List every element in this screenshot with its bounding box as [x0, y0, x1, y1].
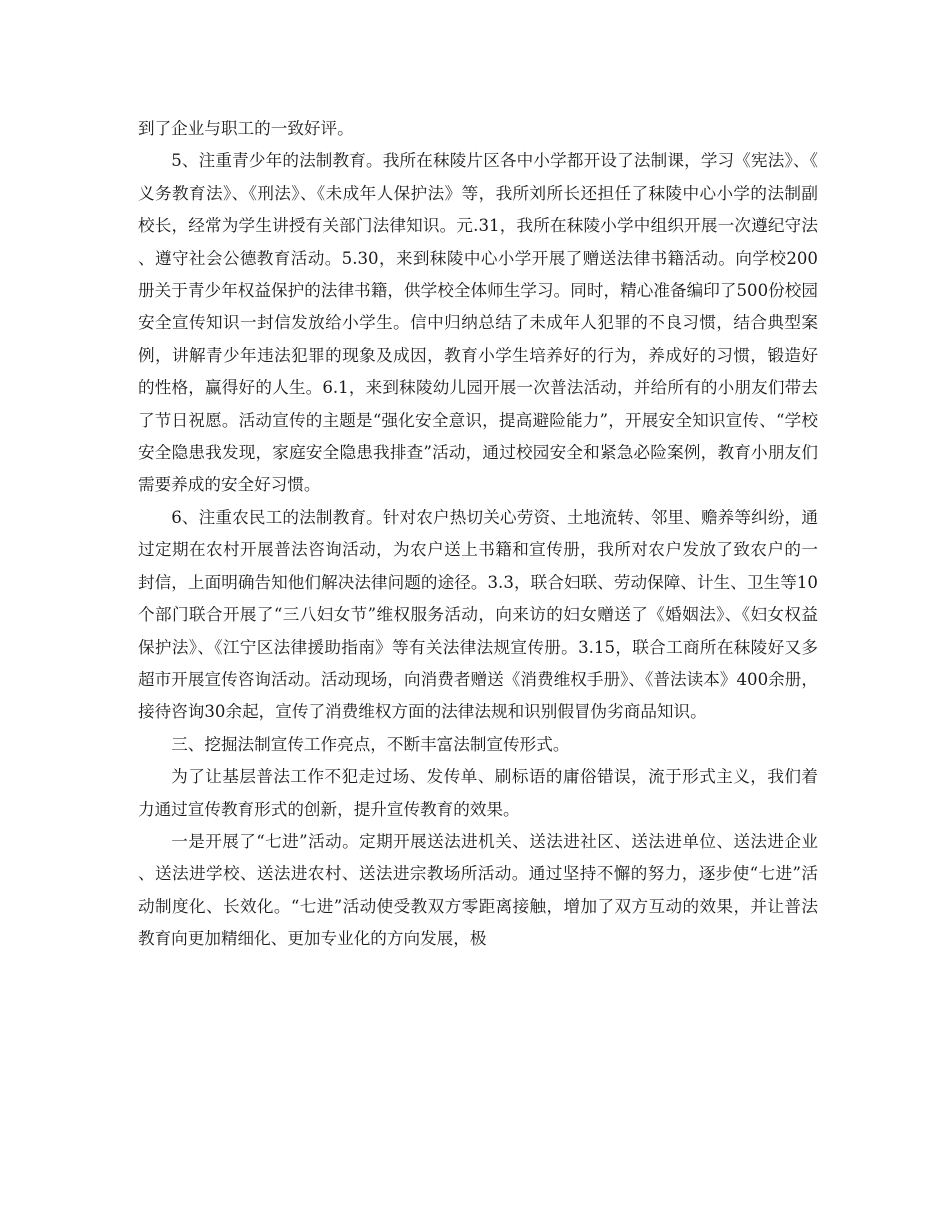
paragraph-migrant-worker-legal-education: 6、注重农民工的法制教育。针对农户热切关心劳资、土地流转、邻里、赡养等纠纷，通过定期在农村开展普法咨询活动，为农户送上书籍和宣传册，我所对农户发放了致农户的一封信，上面明确告知他们解决法律问题的途径。3.3，联合妇联、劳动保障、计生、卫生等10个部门联合开展了“三八妇女节”维权服务活动，向来访的妇女赠送了《婚姻法》、《妇女权益保护法》、《江宁区法律援助指南》等有关法律法规宣传册。3.15，联合工商所在秣陵好又多超市开展宣传咨询活动。活动现场，向消费者赠送《消费维权手册》、《普法读本》400余册，接待咨询30余起，宣传了消费维权方面的法律法规和识别假冒伪劣商品知识。 — [138, 507, 818, 722]
section-heading-three: 三、挖掘法制宣传工作亮点，不断丰富法制宣传形式。 — [171, 734, 570, 754]
paragraph-seven-entries-activity: 一是开展了“七进”活动。定期开展送法进机关、送法进社区、送法进单位、送法进企业、送法进学校、送法进农村、送法进宗教场所活动。通过坚持不懈的努力，逐步使“七进”活动制度化、长效化。“七进”活动使受教双方零距离接触，增加了双方互动的效果，并让普法教育向更加精细化、更加专业化的方向发展，极 — [138, 831, 818, 949]
paragraph-youth-legal-education: 5、注重青少年的法制教育。我所在秣陵片区各中小学都开设了法制课，学习《宪法》、《义务教育法》、《刑法》、《未成年人保护法》等，我所刘所长还担任了秣陵中心小学的法制副校长，经常为学生讲授有关部门法律知识。元.31，我所在秣陵小学中组织开展一次遵纪守法、遵守社会公德教育活动。5.30，来到秣陵中心小学开展了赠送法律书籍活动。向学校200册关于青少年权益保护的法律书籍，供学校全体师生学习。同时，精心准备编印了500份校园安全宣传知识一封信发放给小学生。信中归纳总结了未成年人犯罪的不良习惯，结合典型案例，讲解青少年违法犯罪的现象及成因，教育小学生培养好的行为，养成好的习惯，锻造好的性格，赢得好的人生。6.1，来到秣陵幼儿园开展一次普法活动，并给所有的小朋友们带去了节日祝愿。活动宣传的主题是“强化安全意识，提高避险能力”，开展安全知识宣传、“学校安全隐患我发现，家庭安全隐患我排查”活动，通过校园安全和紧急必险案例，教育小朋友们需要养成的安全好习惯。 — [138, 151, 818, 495]
paragraph-continuation: 到了企业与职工的一致好评。 — [138, 119, 354, 138]
document-body — [138, 113, 818, 956]
paragraph-innovation-intro: 为了让基层普法工作不犯走过场、发传单、刷标语的庸俗错误，流于形式主义，我们着力通过宣传教育形式的创新，提升宣传教育的效果。 — [138, 767, 818, 819]
